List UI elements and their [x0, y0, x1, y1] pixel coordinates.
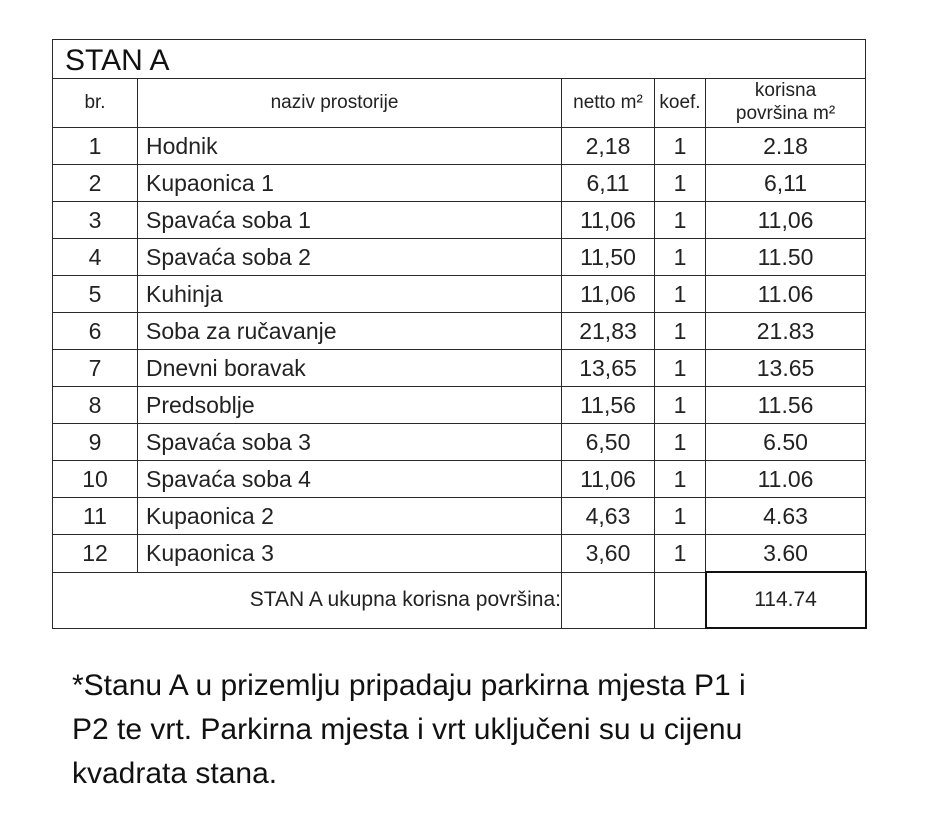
row-number: 3 [53, 202, 138, 239]
room-name: Kupaonica 3 [138, 535, 562, 573]
header-netto: netto m² [562, 79, 655, 128]
table-row [53, 461, 866, 498]
usable-area: 11,06 [706, 202, 866, 239]
room-name: Kupaonica 1 [138, 165, 562, 202]
parking-note [72, 664, 872, 796]
room-name: Spavaća soba 2 [138, 239, 562, 276]
usable-area: 11.56 [706, 387, 866, 424]
table-row [53, 202, 866, 239]
netto-area: 3,60 [562, 535, 655, 573]
header-num: br. [53, 79, 138, 128]
usable-area: 6,11 [706, 165, 866, 202]
summary-total: 114.74 [706, 572, 866, 628]
usable-area: 11.06 [706, 461, 866, 498]
row-number: 6 [53, 313, 138, 350]
netto-area: 6,11 [562, 165, 655, 202]
coefficient: 1 [655, 387, 706, 424]
netto-area: 11,50 [562, 239, 655, 276]
row-number: 1 [53, 128, 138, 165]
room-area-table [52, 39, 867, 629]
netto-area: 21,83 [562, 313, 655, 350]
room-name: Spavaća soba 1 [138, 202, 562, 239]
netto-area: 13,65 [562, 350, 655, 387]
header-korisna-line1: korisna [754, 80, 817, 102]
usable-area: 6.50 [706, 424, 866, 461]
netto-area: 11,06 [562, 276, 655, 313]
row-number: 9 [53, 424, 138, 461]
row-number: 10 [53, 461, 138, 498]
header-koef: koef. [655, 79, 706, 128]
netto-area: 6,50 [562, 424, 655, 461]
row-number: 7 [53, 350, 138, 387]
table-row [53, 313, 866, 350]
table-row [53, 165, 866, 202]
room-name: Kuhinja [138, 276, 562, 313]
table-row [53, 498, 866, 535]
usable-area: 3.60 [706, 535, 866, 573]
row-number: 2 [53, 165, 138, 202]
note-line-2: P2 te vrt. Parkirna mjesta i vrt uključeni su u cijenu [72, 713, 743, 746]
row-number: 5 [53, 276, 138, 313]
table-header-row [53, 79, 866, 128]
coefficient: 1 [655, 128, 706, 165]
table-row [53, 239, 866, 276]
room-name: Dnevni boravak [138, 350, 562, 387]
table-row [53, 387, 866, 424]
table-row [53, 350, 866, 387]
coefficient: 1 [655, 276, 706, 313]
note-line-3: kvadrata stana. [72, 757, 278, 790]
coefficient: 1 [655, 461, 706, 498]
header-name: naziv prostorije [138, 79, 562, 128]
coefficient: 1 [655, 239, 706, 276]
usable-area: 21.83 [706, 313, 866, 350]
table-row [53, 276, 866, 313]
room-name: Predsoblje [138, 387, 562, 424]
usable-area: 4.63 [706, 498, 866, 535]
row-number: 8 [53, 387, 138, 424]
usable-area: 11.50 [706, 239, 866, 276]
room-name: Spavaća soba 3 [138, 424, 562, 461]
netto-area: 11,06 [562, 202, 655, 239]
header-korisna-line2: površina m² [735, 103, 836, 124]
room-name: Soba za ručavanje [138, 313, 562, 350]
netto-area: 11,06 [562, 461, 655, 498]
room-name: Kupaonica 2 [138, 498, 562, 535]
table-row [53, 535, 866, 573]
coefficient: 1 [655, 202, 706, 239]
row-number: 4 [53, 239, 138, 276]
summary-row [53, 572, 866, 628]
table-row [53, 424, 866, 461]
room-name: Hodnik [138, 128, 562, 165]
summary-empty-netto [562, 572, 655, 628]
table-title-row [53, 40, 866, 79]
coefficient: 1 [655, 350, 706, 387]
summary-empty-koef [655, 572, 706, 628]
usable-area: 11.06 [706, 276, 866, 313]
table-row [53, 128, 866, 165]
table-title: STAN A [53, 40, 866, 79]
coefficient: 1 [655, 165, 706, 202]
note-line-1: *Stanu A u prizemlju pripadaju parkirna mjesta P1 i [72, 669, 746, 702]
summary-label: STAN A ukupna korisna površina: [53, 572, 562, 628]
room-name: Spavaća soba 4 [138, 461, 562, 498]
coefficient: 1 [655, 535, 706, 573]
coefficient: 1 [655, 424, 706, 461]
coefficient: 1 [655, 498, 706, 535]
usable-area: 2.18 [706, 128, 866, 165]
coefficient: 1 [655, 313, 706, 350]
row-number: 12 [53, 535, 138, 573]
usable-area: 13.65 [706, 350, 866, 387]
netto-area: 2,18 [562, 128, 655, 165]
header-korisna [706, 79, 866, 128]
room-area-table-container [52, 39, 865, 629]
netto-area: 4,63 [562, 498, 655, 535]
row-number: 11 [53, 498, 138, 535]
netto-area: 11,56 [562, 387, 655, 424]
